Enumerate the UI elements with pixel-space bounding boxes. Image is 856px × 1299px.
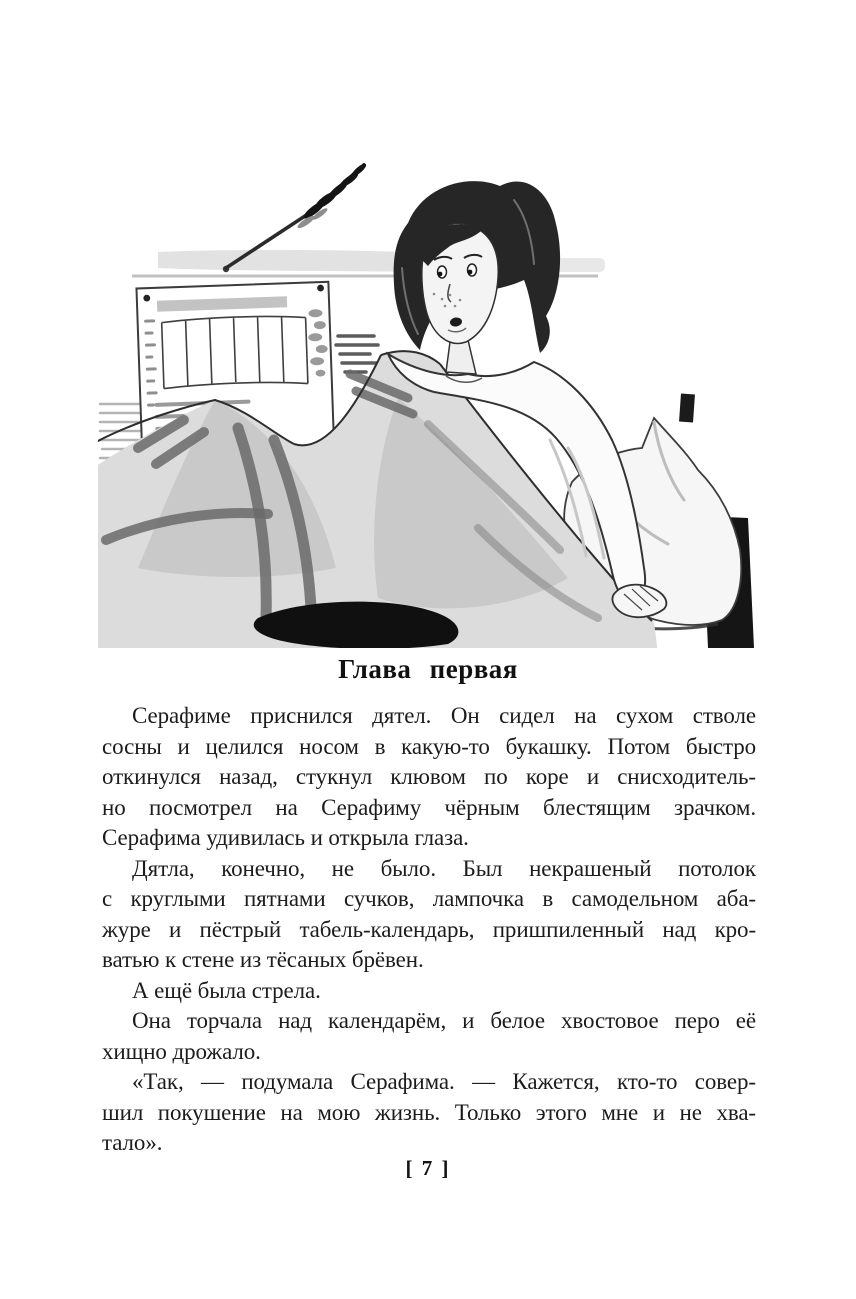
body-text — [102, 701, 756, 1159]
text-line: журе и пёстрый табель-календарь, пришпиленный над кро- — [102, 916, 756, 942]
text-line: тало». — [102, 1130, 163, 1155]
text-line: А ещё была стрела. — [132, 977, 321, 1003]
girl-neck — [446, 340, 476, 374]
text-line: «Так, — подумала Серафима. — Кажется, кто-то совер- — [132, 1069, 756, 1094]
text-line: откинулся назад, стукнул клювом по коре и снисходитель- — [102, 764, 756, 789]
text-line: но посмотрел на Серафиму чёрным блестящим зрачком. — [102, 794, 756, 820]
page-number: [ 7 ] — [405, 1156, 451, 1180]
chapter-title: Глава первая — [338, 654, 518, 684]
chapter-illustration — [98, 148, 758, 648]
text-line: Серафиме приснился дятел. Он сидел на сухом стволе — [132, 703, 756, 728]
text-line: шил покушение на мою жизнь. Только этого мне и не хва- — [102, 1099, 756, 1125]
text-line: ватью к стене из тёсаных брёвен. — [102, 947, 424, 972]
text-line: с круглыми пятнами сучков, лампочка в самодельном аба- — [102, 886, 756, 911]
text-line: Серафима удивилась и открыла глаза. — [102, 825, 469, 850]
text-line: Она торчала над календарём, и белое хвостовое перо её — [132, 1008, 756, 1033]
text-line: хищно дрожало. — [102, 1038, 261, 1064]
text-line: Дятла, конечно, не было. Был некрашеный потолок — [132, 855, 756, 881]
text-line: сосны и целился носом в какую-то букашку. Потом быстро — [102, 733, 756, 759]
